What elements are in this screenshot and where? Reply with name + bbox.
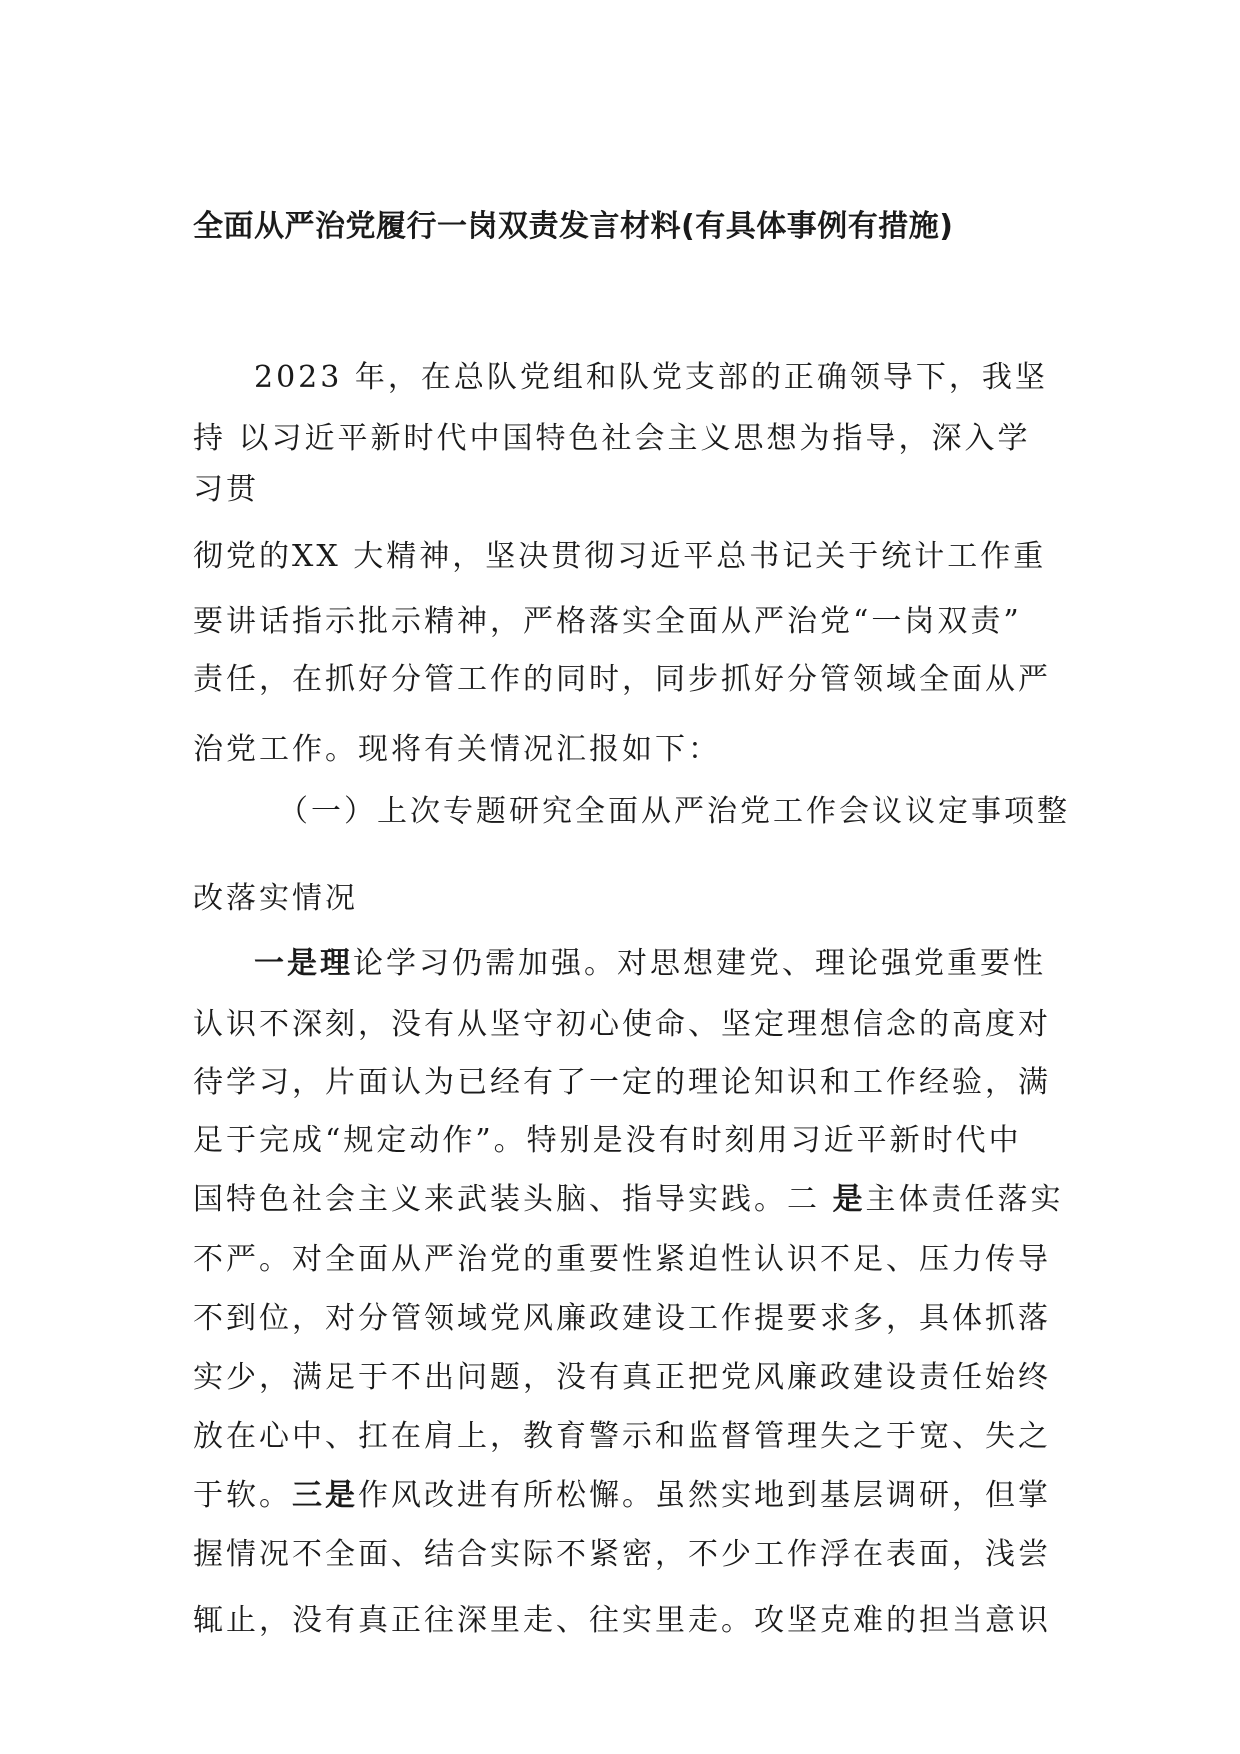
- body-line-1-text: 论学习仍需加强。对思想建党、理论强党重要性: [353, 946, 1046, 981]
- intro-line-7: 治党工作。现将有关情况汇报如下：: [193, 732, 721, 767]
- document-title: 全面从严治党履行一岗双责发言材料(有具体事例有措施): [193, 209, 954, 244]
- point-one-label: 一是理: [254, 946, 353, 981]
- body-line-2: 认识不深刻，没有从坚守初心使命、坚定理想信念的高度对: [193, 1007, 1051, 1042]
- body-line-8: 实少，满足于不出问题，没有真正把党风廉政建设责任始终: [193, 1360, 1051, 1395]
- point-two-label: 是: [832, 1182, 866, 1217]
- body-line-4: 足于完成“规定动作”。特别是没有时刻用习近平新时代中: [193, 1123, 1022, 1158]
- intro-line-3: 习贯: [193, 472, 259, 507]
- body-line-5-text-b: 主体责任落实: [865, 1182, 1064, 1217]
- body-line-11: 握情况不全面、结合实际不紧密，不少工作浮在表面，浅尝: [193, 1537, 1051, 1572]
- intro-line-4: 彻党的XX 大精神，坚决贯彻习近平总书记关于统计工作重: [193, 539, 1047, 574]
- body-line-3: 待学习，片面认为已经有了一定的理论知识和工作经验，满: [193, 1065, 1051, 1100]
- body-line-1: [254, 944, 1046, 984]
- point-three-label: 三是: [292, 1478, 358, 1513]
- body-line-10-text-b: 作风改进有所松懈。虽然实地到基层调研，但掌: [358, 1478, 1051, 1513]
- body-line-10-text-a: 于软。: [193, 1478, 292, 1513]
- intro-line-5: 要讲话指示批示精神，严格落实全面从严治党“一岗双责”: [193, 604, 1022, 639]
- body-line-9: 放在心中、扛在肩上，教育警示和监督管理失之于宽、失之: [193, 1419, 1051, 1454]
- section-heading-line-1: （一）上次专题研究全面从严治党工作会议议定事项整: [278, 794, 1070, 829]
- body-line-12: 辄止，没有真正往深里走、往实里走。攻坚克难的担当意识: [193, 1603, 1051, 1638]
- section-heading-line-2: 改落实情况: [193, 881, 358, 916]
- intro-line-2: 持 以习近平新时代中国特色社会主义思想为指导，深入学: [193, 421, 1031, 456]
- intro-line-1: 2023 年，在总队党组和队党支部的正确领导下，我坚: [254, 360, 1048, 395]
- body-line-5-text-a: 国特色社会主义来武装头脑、指导实践。二: [193, 1182, 833, 1217]
- body-line-10: [193, 1476, 1051, 1516]
- body-line-5: [193, 1180, 1064, 1220]
- intro-line-6: 责任，在抓好分管工作的同时，同步抓好分管领域全面从严: [193, 662, 1051, 697]
- body-line-7: 不到位，对分管领域党风廉政建设工作提要求多，具体抓落: [193, 1301, 1051, 1336]
- body-line-6: 不严。对全面从严治党的重要性紧迫性认识不足、压力传导: [193, 1242, 1051, 1277]
